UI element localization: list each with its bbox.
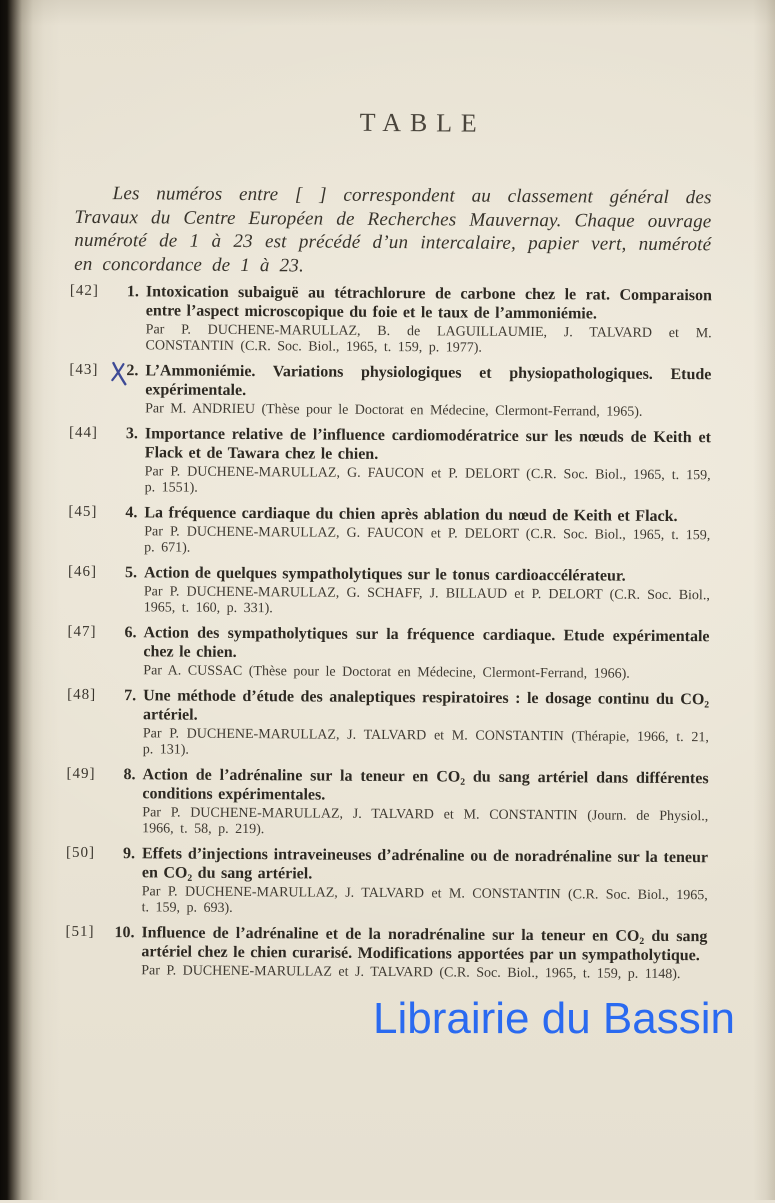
entry-body — [142, 844, 708, 920]
entry-number: 10. — [114, 924, 135, 942]
entry-citation: Par M. ANDRIEU (Thèse pour le Doctorat en Médecine, Clermont-Ferrand, 1965). — [145, 401, 643, 420]
entry-number: 1. — [126, 283, 140, 301]
entry-citation: Par P. DUCHENE-MARULLAZ, B. de LAGUILLAUMIE, J. TALVARD et M. CONSTANTIN (C.R. Soc. Biol., 1965, t. 159, p. 1977). — [145, 322, 712, 356]
entry-citation: Par P. DUCHENE-MARULLAZ, J. TALVARD et M. CONSTANTIN (C.R. Soc. Biol., 1965, t. 159, p. 693). — [141, 884, 708, 916]
entry-body — [143, 686, 709, 762]
entry-number: 7. — [124, 687, 137, 705]
entry-ref: [47] — [67, 623, 97, 640]
entry-number: 8. — [123, 766, 136, 784]
entry-title: Action de l’adrénaline sur la teneur en CO₂ du sang artériel dans différentes conditions expérimentales. — [142, 766, 709, 804]
entry-body — [142, 765, 708, 841]
entry-ref: [43] — [69, 361, 99, 378]
entry-body — [141, 923, 707, 983]
table-entry — [69, 361, 711, 421]
entry-title: Influence de l’adrénaline et de la noradrénaline sur la teneur en CO₂ du sang artériel chez le chien curarisé. Modifications apportées par un sympatholytique. — [141, 924, 708, 965]
watermark-text: Librairie du Bassin — [373, 994, 735, 1043]
entry-number: 5. — [124, 564, 138, 582]
entry-citation: Par P. DUCHENE-MARULLAZ, G. FAUCON et P. DELORT (C.R. Soc. Biol., 1965, t. 159, p. 1551). — [144, 464, 711, 496]
entry-ref: [49] — [66, 765, 96, 782]
entry-title: L’Ammoniémie. Variations physiologiques et physiopathologiques. Etude expérimentale. — [145, 362, 712, 400]
entry-citation: Par P. DUCHENE-MARULLAZ et J. TALVARD (C.R. Soc. Biol., 1965, t. 159, p. 1148). — [141, 963, 681, 983]
entry-title: Effets d’injections intraveineuses d’adrénaline ou de noradrénaline sur la teneur en CO₂ du sang artériel. — [141, 845, 709, 883]
entry-citation: Par P. DUCHENE-MARULLAZ, J. TALVARD et M. CONSTANTIN (Journ. de Physiol., 1966, t. 58, p. 219). — [142, 805, 709, 838]
entry-body — [143, 623, 709, 683]
entry-ref: [50] — [65, 844, 96, 861]
intro-paragraph: Les numéros entre [ ] correspondent au classement général des Travaux du Centre Européen de Recherches Mauvernay. Chaque ouvrage numéroté de 1 à 23 est précédé d’un intercalaire, papier vert, numéroté en concordance de 1 à 23. — [74, 183, 712, 276]
table-entry — [68, 503, 710, 560]
table-entry — [69, 424, 711, 500]
entry-title: Une méthode d’étude des analeptiques respiratoires : le dosage continu du CO₂ artériel. — [142, 687, 710, 724]
entry-body — [145, 361, 711, 421]
table-entry — [67, 686, 709, 762]
entry-ref: [46] — [67, 563, 98, 580]
entry-number: 9. — [122, 845, 136, 863]
entry-title: La fréquence cardiaque du chien après ablation du nœud de Keith et Flack. — [144, 504, 678, 526]
table-entry — [67, 623, 709, 683]
entry-ref: [44] — [68, 424, 99, 441]
entry-body — [145, 424, 711, 500]
entry-body — [144, 503, 710, 560]
entry-title: Importance relative de l’influence cardiomodératrice sur les nœuds de Keith et Flack et de Tawara chez le chien. — [144, 425, 712, 463]
table-entry — [65, 923, 707, 983]
entry-citation: Par P. DUCHENE-MARULLAZ, G. SCHAFF, J. BILLAUD et P. DELORT (C.R. Soc. Biol., 1965, t. 160, p. 331). — [143, 584, 710, 617]
entry-ref: [45] — [68, 503, 98, 520]
table-entry — [70, 282, 712, 358]
entry-citation: Par A. CUSSAC (Thèse pour le Doctorat en Médecine, Clermont-Ferrand, 1966). — [143, 663, 630, 682]
entry-ref: [51] — [65, 923, 95, 940]
entry-number: 4. — [125, 504, 138, 522]
page-title: TABLE — [359, 107, 486, 138]
entry-citation: Par P. DUCHENE-MARULLAZ, G. FAUCON et P. DELORT (C.R. Soc. Biol., 1965, t. 159, p. 671). — [144, 524, 711, 556]
entry-body — [146, 282, 712, 358]
entry-body — [144, 563, 710, 620]
entry-ref: [42] — [69, 282, 100, 299]
entry-number: 3. — [125, 425, 139, 443]
entry-ref: [48] — [67, 686, 97, 703]
entry-number: 2. — [126, 362, 139, 380]
table-entry — [66, 765, 708, 841]
entries-list — [65, 282, 712, 990]
entry-number: 6. — [124, 624, 137, 642]
handwritten-x-mark — [109, 360, 129, 387]
entry-title: Action des sympatholytiques sur la fréquence cardiaque. Etude expérimentale chez le chien. — [143, 624, 710, 661]
table-entry — [66, 844, 708, 920]
table-entry — [68, 563, 710, 620]
entry-citation: Par P. DUCHENE-MARULLAZ, J. TALVARD et M. CONSTANTIN (Thérapie, 1966, t. 21, p. 131). — [142, 726, 709, 758]
book-gutter-shadow — [0, 0, 60, 1200]
entry-title: Action de quelques sympatholytiques sur le tonus cardioaccélérateur. — [143, 564, 626, 585]
entry-title: Intoxication subaiguë au tétrachlorure de carbone chez le rat. Comparaison entre l’aspect microscopique du foie et le taux de l’ammoniémie. — [145, 283, 713, 323]
